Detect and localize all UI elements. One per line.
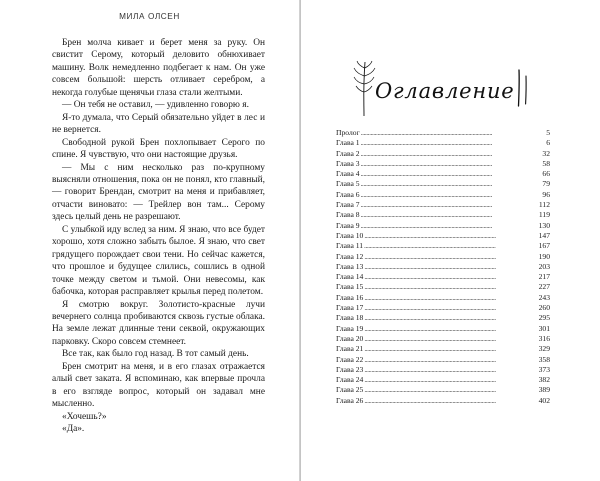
toc-entry-page: 6 [546,138,550,148]
body-paragraph: — Он тебя не оставил, — удивленно говорю я. [62,100,249,111]
toc-entry[interactable] [336,365,550,375]
toc-entry-page: 112 [538,200,550,210]
body-paragraph: С улыбкой иду вслед за ним. Я знаю, что все будет хорошо, хотя сложно забыть былое. Я знаю, что свет грядущего порождает свои тени. Но сейчас кажется, что прошлое и будущее слились, сошлись в одной точке между светом и тьмой. Они невесомы, как бабочка, которая расправляет крылья перед полетом. [52,224,265,298]
toc-entry-page: 373 [538,364,550,374]
toc-leader-dots [364,344,537,354]
chapter-body-text [52,37,265,436]
toc-leader-dots [364,396,537,406]
toc-entry[interactable] [336,282,550,292]
toc-entry-page: 329 [538,344,550,354]
toc-heading: Оглавление [375,79,515,103]
toc-entry-page: 389 [538,385,550,395]
toc-leader-dots [364,241,538,251]
toc-leader-dots [364,262,537,272]
toc-entry-label: Глава 20 [336,333,364,343]
toc-leader-dots [364,252,537,262]
toc-leader-dots [364,282,537,292]
toc-entry[interactable] [336,190,550,200]
toc-entry-page: 190 [538,251,550,261]
toc-leader-dots [361,179,542,189]
toc-entry-page: 382 [538,375,550,385]
toc-entry-page: 260 [538,303,550,313]
toc-entry[interactable] [336,324,550,334]
toc-leader-dots [361,138,546,148]
body-paragraph: Я смотрю вокруг. Золотисто-красные лучи вечернего солнца пробиваются сквозь густые облака. На земле лежат длинные тени секвой, окружающих парковку. Скоро совсем стемнеет. [52,299,265,347]
toc-leader-dots [361,210,538,220]
toc-leader-dots [361,190,542,200]
toc-entry[interactable] [336,221,550,231]
toc-entry[interactable] [336,334,550,344]
toc-entry-label: Глава 22 [336,354,364,364]
toc-entry-label: Глава 3 [336,158,360,168]
toc-entry[interactable] [336,200,550,210]
toc-entry-page: 147 [538,230,550,240]
toc-entry[interactable] [336,179,550,189]
toc-leader-dots [361,159,542,169]
toc-entry-label: Пролог [336,128,360,137]
toc-entry-page: 79 [542,179,550,189]
toc-entry[interactable] [336,252,550,262]
toc-entry-page: 58 [542,158,550,168]
toc-entry-label: Глава 19 [336,323,364,333]
toc-entry[interactable] [336,241,550,251]
toc-entry-page: 5 [546,128,550,137]
toc-entry-label: Глава 14 [336,272,364,282]
toc-entry-page: 301 [538,323,550,333]
toc-entry-label: Глава 21 [336,344,364,354]
toc-entry-label: Глава 9 [336,220,360,230]
toc-leader-dots [361,149,542,159]
toc-entry[interactable] [336,138,550,148]
toc-entry-label: Глава 24 [336,375,364,385]
body-paragraph: — Мы с ним несколько раз по-крупному выясняли отношения, пока он не понял, кто главный, — говорит Брендан, смотрит на меня и прибавляет, отчасти виновато: — Трейлер вон там... Серому здесь целый день не разрешают. [52,162,265,223]
brush-strokes-icon [515,66,531,110]
running-head-author: МИЛА ОЛСЕН [119,12,180,21]
toc-entry[interactable] [336,385,550,395]
toc-leader-dots [361,221,538,231]
toc-entry[interactable] [336,303,550,313]
toc-leader-dots [361,169,542,179]
toc-entry-page: 203 [538,261,550,271]
body-paragraph: «Хочешь?» [62,411,107,422]
toc-entry[interactable] [336,128,550,138]
table-of-contents [336,128,550,406]
toc-entry[interactable] [336,231,550,241]
toc-entry[interactable] [336,375,550,385]
toc-leader-dots [364,313,537,323]
toc-entry-label: Глава 7 [336,200,360,210]
toc-entry-label: Глава 10 [336,230,364,240]
toc-entry-label: Глава 23 [336,364,364,374]
toc-leader-dots [364,231,537,241]
toc-entry-page: 243 [538,292,550,302]
left-page [0,0,299,481]
toc-leader-dots [364,355,537,365]
toc-entry-label: Глава 11 [336,241,364,251]
toc-entry-label: Глава 2 [336,148,360,158]
toc-leader-dots [364,324,537,334]
toc-leader-dots [364,334,537,344]
botanical-sprig-icon [351,58,377,118]
toc-entry-page: 227 [538,282,550,292]
toc-entry[interactable] [336,149,550,159]
body-paragraph: «Да». [62,424,85,435]
toc-entry[interactable] [336,272,550,282]
toc-entry-label: Глава 17 [336,303,364,313]
toc-entry[interactable] [336,210,550,220]
toc-entry[interactable] [336,396,550,406]
toc-leader-dots [364,365,537,375]
toc-entry-page: 32 [542,148,550,158]
toc-entry-label: Глава 25 [336,385,364,395]
toc-entry-label: Глава 18 [336,313,364,323]
body-paragraph: Я-то думала, что Серый обязательно уйдет в лес и не вернется. [52,112,265,136]
toc-entry[interactable] [336,355,550,365]
toc-entry-page: 167 [538,241,550,251]
toc-entry[interactable] [336,262,550,272]
toc-entry-page: 217 [538,272,550,282]
toc-entry-label: Глава 12 [336,251,364,261]
toc-entry[interactable] [336,159,550,169]
toc-entry-page: 96 [542,189,550,199]
toc-entry-page: 119 [538,210,550,220]
toc-entry-page: 66 [542,169,550,179]
body-paragraph: Брен молча кивает и берет меня за руку. Он свистит Серому, который деловито обнюхивает машину. Волк немедленно подбегает к нам. Он уже совсем большой: шерсть отливает серебром, а некогда голубые щенячьи глаза стали желтыми. [52,38,265,98]
toc-leader-dots [364,272,537,282]
toc-entry-label: Глава 16 [336,292,364,302]
body-paragraph: Брен смотрит на меня, и в его глазах отражается алый свет заката. Я вспоминаю, как впервые прочла в его взгляде вопрос, который он задавал мне мысленно. [52,361,265,410]
toc-leader-dots [364,293,537,303]
toc-entry-label: Глава 15 [336,282,364,292]
toc-leader-dots [364,375,537,385]
toc-entry-label: Глава 1 [336,138,360,148]
toc-entry-page: 130 [538,220,550,230]
toc-entry-label: Глава 4 [336,169,360,179]
toc-entry-label: Глава 26 [336,395,364,405]
toc-entry[interactable] [336,344,550,354]
toc-leader-dots [364,385,537,395]
toc-leader-dots [361,128,546,138]
toc-entry[interactable] [336,313,550,323]
toc-leader-dots [364,303,537,313]
toc-entry[interactable] [336,293,550,303]
toc-entry-label: Глава 6 [336,189,360,199]
toc-entry-page: 295 [538,313,550,323]
body-paragraph: Все так, как было год назад. В тот самый день. [62,349,249,360]
toc-entry-page: 402 [538,395,550,405]
toc-entry-page: 358 [538,354,550,364]
body-paragraph: Свободной рукой Брен похлопывает Серого по спине. Я чувствую, что они настоящие друзья. [52,137,265,161]
toc-entry-label: Глава 13 [336,261,364,271]
toc-entry-label: Глава 5 [336,179,360,189]
toc-entry[interactable] [336,169,550,179]
toc-leader-dots [361,200,538,210]
toc-entry-label: Глава 8 [336,210,360,220]
toc-entry-page: 316 [538,333,550,343]
